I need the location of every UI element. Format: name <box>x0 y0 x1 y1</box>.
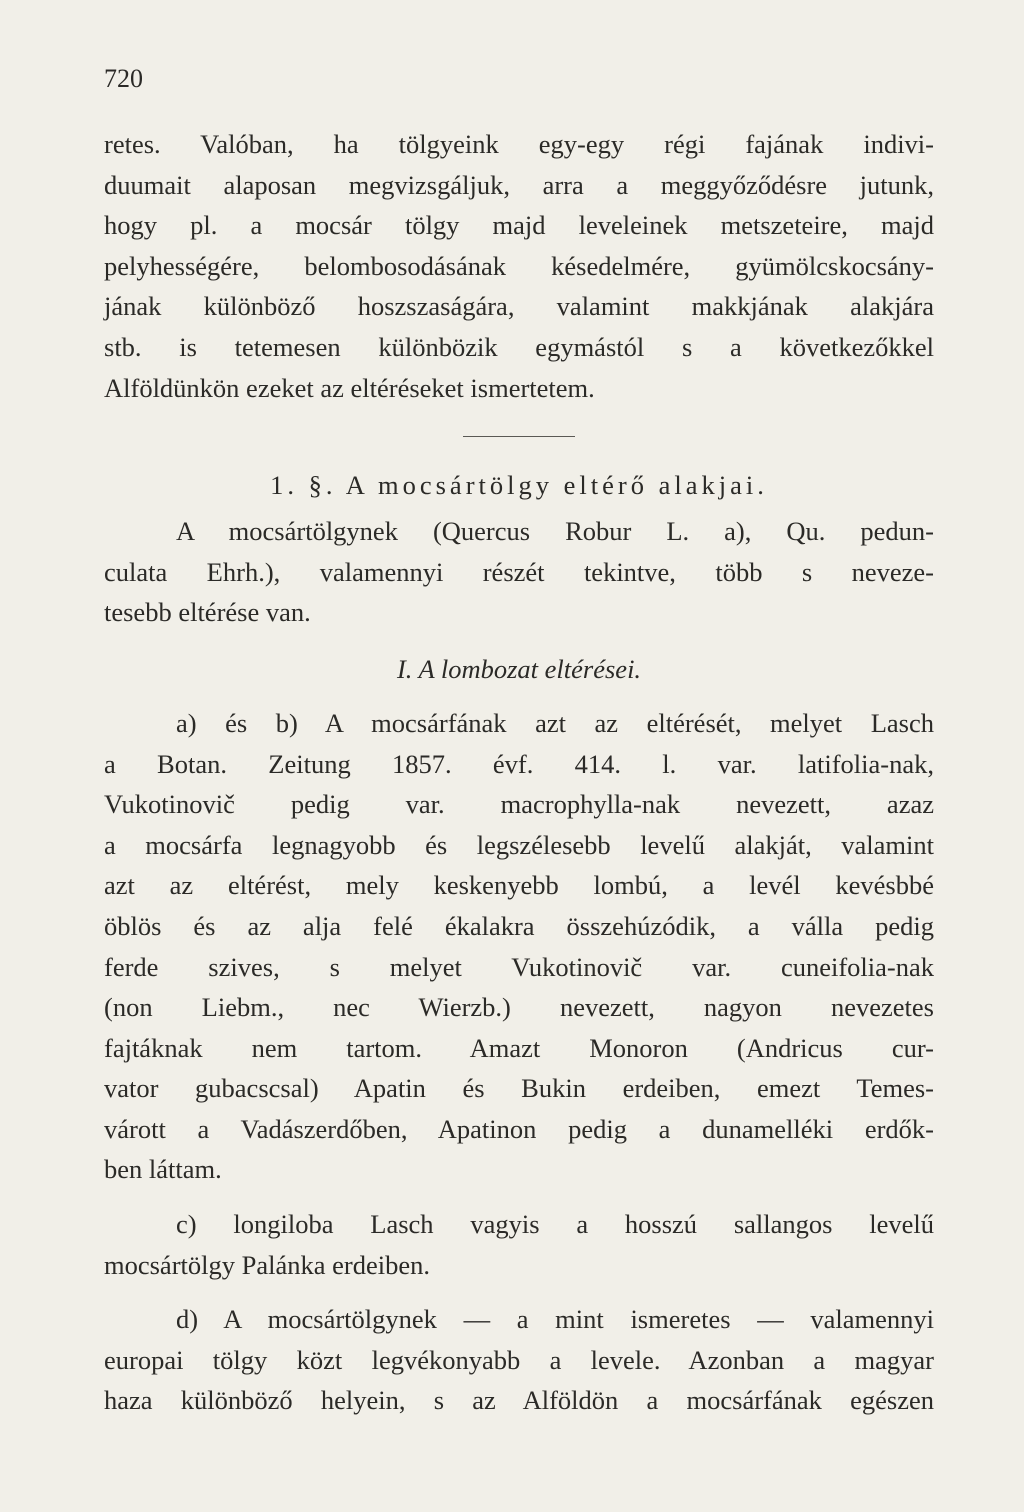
text-line: a mocsárfa legnagyobb és legszélesebb levelű alakját, valamint <box>104 829 934 860</box>
text-line: A mocsártölgynek (Quercus Robur L. a), Qu. pedun- <box>176 516 934 547</box>
text-line: haza különböző helyein, s az Alföldön a mocsárfának egészen <box>104 1385 934 1416</box>
paragraph-species <box>104 511 934 633</box>
section-divider <box>463 436 575 437</box>
paragraph-ab <box>104 703 934 1190</box>
text-line: azt az eltérést, mely keskenyebb lombú, a levél kevésbbé <box>104 870 934 901</box>
section-heading: 1. §. A mocsártölgy eltérő alakjai. <box>270 470 768 501</box>
text-line: (non Liebm., nec Wierzb.) nevezett, nagyon nevezetes <box>104 992 934 1023</box>
text-line: tesebb eltérése van. <box>104 597 311 628</box>
page-number: 720 <box>104 64 143 93</box>
text-line: ferde szives, s melyet Vukotinovič var. cuneifolia-nak <box>104 951 934 982</box>
text-line: c) longiloba Lasch vagyis a hosszú sallangos levelű <box>176 1209 934 1240</box>
text-line: hogy pl. a mocsár tölgy majd leveleinek metszeteire, majd <box>104 210 934 241</box>
book-page <box>104 60 934 1421</box>
text-line: pelyhességére, belombosodásának késedelmére, gyümölcskocsány- <box>104 250 934 281</box>
subheading: I. A lombozat eltérései. <box>396 653 642 684</box>
text-line: a Botan. Zeitung 1857. évf. 414. l. var. latifolia-nak, <box>104 748 934 779</box>
text-line: várott a Vadászerdőben, Apatinon pedig a dunamelléki erdők- <box>104 1113 934 1144</box>
text-line: Alföldünkön ezeket az eltéréseket ismertetem. <box>104 372 595 403</box>
paragraph-d <box>104 1299 934 1421</box>
text-line: vator gubacscsal) Apatin és Bukin erdeiben, emezt Temes- <box>104 1073 934 1104</box>
text-line: europai tölgy közt legvékonyabb a levele. Azonban a magyar <box>104 1344 934 1375</box>
text-line: öblös és az alja felé ékalakra összehúzódik, a válla pedig <box>104 910 934 941</box>
text-line: Vukotinovič pedig var. macrophylla-nak nevezett, azaz <box>104 789 934 820</box>
text-line: ben láttam. <box>104 1154 222 1185</box>
text-line: retes. Valóban, ha tölgyeink egy-egy régi fajának indivi- <box>104 129 934 159</box>
text-line: culata Ehrh.), valamennyi részét tekintve, több s neveze- <box>104 556 934 587</box>
text-line: fajtáknak nem tartom. Amazt Monoron (Andricus cur- <box>104 1032 934 1063</box>
paragraph-intro <box>104 124 934 408</box>
text-line: stb. is tetemesen különbözik egymástól s a következőkkel <box>104 331 934 362</box>
text-line: d) A mocsártölgynek — a mint ismeretes — valamennyi <box>176 1304 934 1335</box>
text-line: duumait alaposan megvizsgáljuk, arra a meggyőződésre jutunk, <box>104 169 934 200</box>
text-line: jának különböző hoszszaságára, valamint makkjának alakjára <box>104 291 934 322</box>
text-line: mocsártölgy Palánka erdeiben. <box>104 1249 430 1280</box>
text-line: a) és b) A mocsárfának azt az eltérését, melyet Lasch <box>176 707 934 738</box>
paragraph-c <box>104 1204 934 1285</box>
